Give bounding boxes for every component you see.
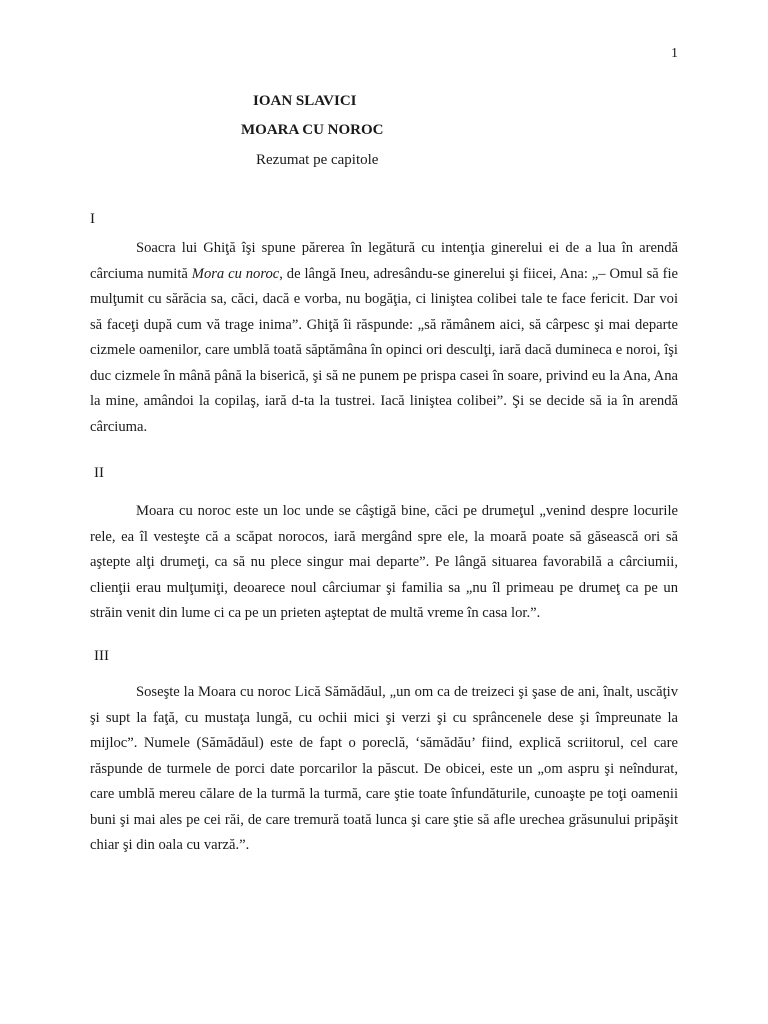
paragraph-text: , de lângă Ineu, adresându-se ginerelui şi fiicei, Ana: „– Omul să fie mulţumit cu sărăcia sa, căci, dacă e vorba, nu bogăţia, ci liniştea colibei tale te face fericit. Dar voi să faceţi după cum vă trage inima”. Ghiţă îi răspunde: „să rămânem aici, să cârpesc şi mai departe cizmele oamenilor, care umblă toată săptămâna în opinci ori desculţi, iară dacă dumineca e noroi, îşi duc cizmele în mână până la biserică, şi să ne punem pe prispa casei în soare, privind eu la Ana, Ana la mine, amândoi la copilaş, iară d-ta la tustrei. Iacă liniştea colibei”. Şi se decide să ia în arendă cârciuma.: [90, 265, 678, 435]
paragraph-text: Soacra lui Ghiţă îşi spune părerea în legătură cu intenţia ginerelui ei de a lua în arendă cârciuma numită: [90, 240, 678, 282]
page-number: 1: [671, 46, 678, 61]
document-subtitle: Rezumat pe capitole: [256, 152, 379, 168]
chapter-heading: I: [90, 211, 95, 227]
italic-title: Mora cu noroc: [191, 265, 280, 282]
chapter-paragraph: [90, 236, 678, 440]
document-title: MOARA CU NOROC: [241, 122, 384, 138]
chapter-paragraph: Moara cu noroc este un loc unde se câştigă bine, căci pe drumeţul „venind despre locurile rele, ea îl vesteşte că a scăpat norocos, iară mergând spre ele, la moară poate să găsească ori să aştepte alţi drumeţi, ca să nu plece singur mai departe”. Pe lângă situarea favorabilă a cârciumii, clienţii erau mulţumiţi, deoarece noul cârciumar şi familia sa „nu îl primeau pe drumeţ ca pe un străin venit din lume ci ca pe un prieten aşteptat de multă vreme în casa lor.”.: [90, 503, 678, 621]
chapter-heading: III: [94, 648, 109, 664]
author-name: IOAN SLAVICI: [253, 93, 357, 109]
chapter-heading: II: [94, 465, 104, 481]
chapter-paragraph: Soseşte la Moara cu noroc Lică Sămădăul, „un om ca de treizeci şi şase de ani, înalt, uscăţiv şi supt la faţă, cu mustaţa lungă, cu ochii mici şi verzi şi cu sprâncenele dese şi împreunate la mijloc”. Numele (Sămădăul) este de fapt o poreclă, ‘sămădău’ fiind, explică scriitorul, cel care răspunde de turmele de porci date porcarilor la păscut. De obicei, este un „om aspru şi neîndurat, care umblă mereu călare de la turmă la turmă, care ştie toate înfundăturile, cunoaşte pe toţi oamenii buni şi mai ales pe cei răi, de care tremură toată lunca şi care ştie să afle urechea grăsunului pripăşit chiar şi din oala cu varză.”.: [90, 684, 678, 853]
